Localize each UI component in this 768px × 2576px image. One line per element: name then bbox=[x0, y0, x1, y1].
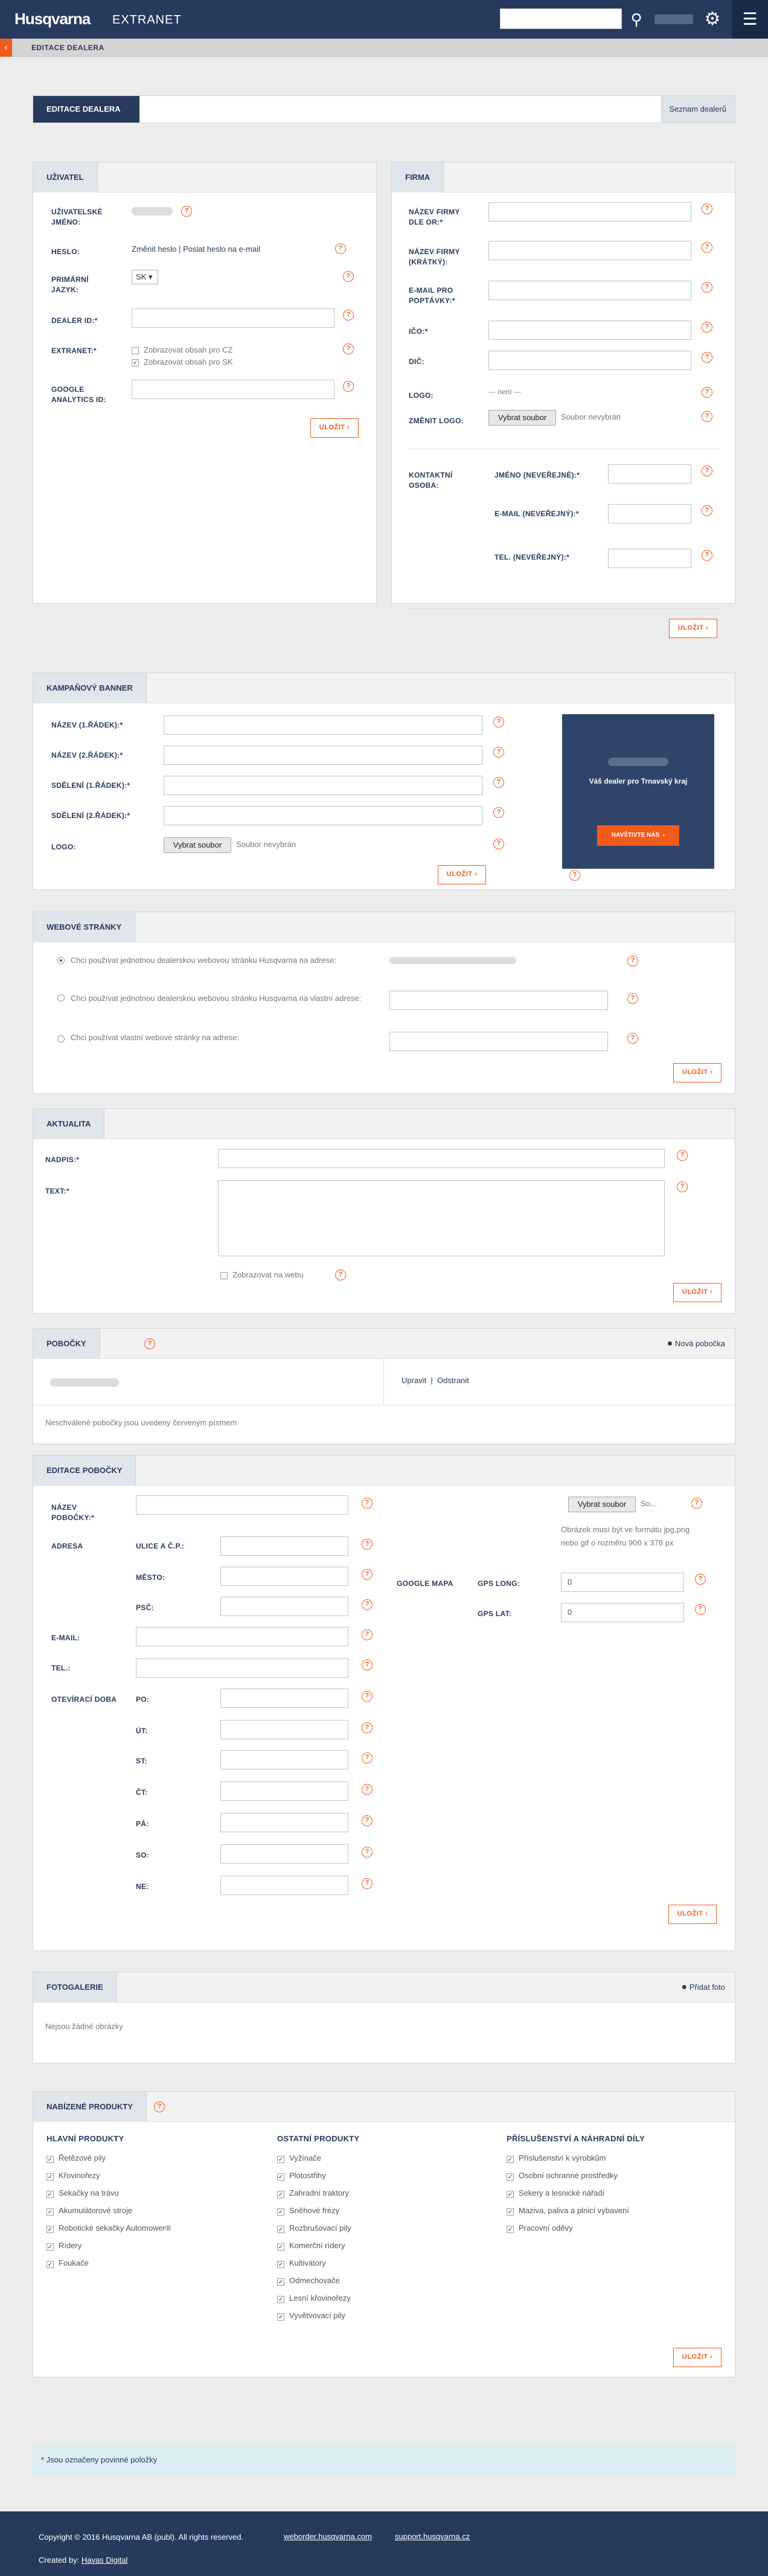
help-icon[interactable]: ? bbox=[691, 1498, 702, 1509]
website-option1-radio[interactable] bbox=[57, 957, 65, 964]
help-icon[interactable]: ? bbox=[362, 1722, 373, 1733]
product-item[interactable] bbox=[277, 2241, 345, 2251]
company-name-input[interactable] bbox=[488, 202, 691, 222]
gps-lat-input[interactable]: 0 bbox=[561, 1603, 684, 1622]
product-checkbox[interactable]: ✓ bbox=[47, 2156, 53, 2163]
product-label: Příslušenství k výrobkům bbox=[519, 2153, 606, 2162]
separator: | bbox=[179, 244, 181, 254]
footer bbox=[0, 2511, 768, 2576]
hours-input[interactable] bbox=[220, 1844, 348, 1864]
help-icon[interactable]: ? bbox=[702, 242, 712, 253]
banner-msg1-input[interactable] bbox=[164, 776, 482, 795]
street-label: ULICE A Č.P.: bbox=[136, 1542, 185, 1550]
website-option2-input[interactable] bbox=[389, 991, 608, 1010]
product-label: Osobní ochranné prostředky bbox=[519, 2171, 618, 2180]
product-item[interactable] bbox=[46, 2258, 89, 2268]
product-checkbox[interactable]: ✓ bbox=[47, 2174, 53, 2181]
save-button[interactable]: ULOŽIT › bbox=[310, 418, 359, 438]
language-select[interactable]: SK ▾ bbox=[132, 270, 158, 284]
product-item[interactable] bbox=[277, 2223, 351, 2233]
breadcrumb: EDITACE DEALERA bbox=[31, 43, 104, 52]
panel-title: FOTOGALERIE bbox=[33, 1972, 117, 2002]
help-icon[interactable]: ? bbox=[627, 1033, 638, 1044]
copyright-text: Copyright © 2016 Husqvarna AB (publ). All rights reserved. bbox=[39, 2533, 244, 2542]
remove-branch-link[interactable]: Odstranit bbox=[437, 1376, 469, 1385]
gps-long-input[interactable]: 0 bbox=[561, 1573, 684, 1592]
search-input[interactable] bbox=[500, 8, 622, 29]
dic-label: DIČ: bbox=[409, 357, 424, 366]
help-icon[interactable]: ? bbox=[702, 550, 712, 561]
hours-input[interactable] bbox=[220, 1689, 348, 1708]
help-icon[interactable]: ? bbox=[144, 1338, 155, 1349]
product-checkbox[interactable]: ✓ bbox=[47, 2244, 53, 2251]
product-checkbox[interactable]: ✓ bbox=[507, 2174, 513, 2181]
branch-email-label: E-MAIL: bbox=[51, 1634, 80, 1642]
contact-phone-label: TEL. (NEVEŘEJNÝ):* bbox=[494, 553, 570, 561]
created-by-label: Created by: bbox=[39, 2555, 80, 2565]
help-icon[interactable]: ? bbox=[181, 206, 192, 217]
edit-branch-link[interactable]: Upravit bbox=[402, 1376, 427, 1385]
help-icon[interactable]: ? bbox=[343, 381, 354, 392]
help-icon[interactable]: ? bbox=[702, 387, 712, 398]
save-button[interactable]: ULOŽIT › bbox=[673, 1283, 722, 1302]
change-password-link[interactable]: Změnit heslo bbox=[132, 244, 177, 254]
help-icon[interactable]: ? bbox=[362, 1599, 373, 1610]
change-logo-label: ZMĚNIT LOGO: bbox=[409, 417, 464, 425]
inquiry-email-label: E-MAIL PRO POPTÁVKY:* bbox=[409, 286, 455, 305]
help-icon[interactable]: ? bbox=[493, 747, 504, 758]
add-photo-button[interactable]: ● Přidat foto bbox=[681, 1982, 725, 1992]
ico-input[interactable] bbox=[488, 321, 691, 340]
help-icon[interactable]: ? bbox=[702, 505, 712, 516]
extranet-sk-label: Zobrazovat obsah pro SK bbox=[144, 357, 233, 366]
help-icon[interactable]: ? bbox=[493, 839, 504, 849]
zip-input[interactable] bbox=[220, 1597, 348, 1616]
banner-preview-button: NAVŠTIVTE NÁS › bbox=[597, 825, 679, 846]
back-arrow-icon[interactable]: ‹ bbox=[0, 39, 12, 57]
dealer-id-label: DEALER ID:* bbox=[51, 316, 98, 325]
main-products-heading: HLAVNÍ PRODUKTY bbox=[46, 2134, 124, 2143]
help-icon[interactable]: ? bbox=[343, 271, 354, 282]
help-icon[interactable]: ? bbox=[493, 717, 504, 727]
help-icon[interactable]: ? bbox=[335, 243, 346, 254]
product-item[interactable] bbox=[277, 2311, 345, 2321]
product-item[interactable] bbox=[277, 2276, 340, 2286]
support-link[interactable]: support.husqvarna.cz bbox=[395, 2532, 470, 2541]
banner-msg1-label: SDĚLENÍ (1.ŘÁDEK):* bbox=[51, 781, 130, 790]
banner-name1-label: NÁZEV (1.ŘÁDEK):* bbox=[51, 721, 123, 729]
news-text-textarea[interactable] bbox=[218, 1180, 665, 1256]
company-short-label: NÁZEV FIRMY (KRÁTKÝ): bbox=[409, 248, 460, 266]
product-checkbox[interactable]: ✓ bbox=[47, 2261, 53, 2268]
help-icon[interactable]: ? bbox=[702, 322, 712, 333]
contact-person-label: KONTAKTNÍ OSOBA: bbox=[409, 471, 453, 490]
inquiry-email-input[interactable] bbox=[488, 281, 691, 300]
websites-panel bbox=[33, 912, 735, 1094]
product-checkbox[interactable]: ✓ bbox=[507, 2191, 513, 2198]
help-icon[interactable]: ? bbox=[702, 411, 712, 422]
panel-title: UŽIVATEL bbox=[33, 162, 98, 193]
extranet-label: EXTRANET:* bbox=[51, 347, 97, 355]
company-panel bbox=[391, 162, 735, 631]
panel-title: AKTUALITA bbox=[33, 1109, 104, 1139]
file-status: So... bbox=[641, 1499, 657, 1508]
website-option2-radio[interactable] bbox=[57, 994, 65, 1002]
contact-phone-input[interactable] bbox=[608, 549, 691, 568]
other-products-heading: OSTATNÍ PRODUKTY bbox=[277, 2134, 360, 2143]
divider bbox=[409, 608, 719, 609]
product-item[interactable] bbox=[46, 2206, 132, 2216]
product-checkbox[interactable]: ✓ bbox=[278, 2279, 284, 2286]
banner-name1-input[interactable] bbox=[164, 715, 482, 735]
user-name[interactable] bbox=[654, 14, 693, 24]
campaign-banner-panel bbox=[33, 673, 735, 890]
product-checkbox[interactable]: ✓ bbox=[278, 2261, 284, 2268]
product-item[interactable] bbox=[277, 2258, 326, 2268]
save-button[interactable]: ULOŽIT › bbox=[673, 2348, 722, 2367]
product-label: Sekery a lesnické nářadí bbox=[519, 2188, 605, 2197]
website-option3-label: Chci používat vlastní webové stránky na adrese: bbox=[71, 1033, 239, 1042]
day-label: PO: bbox=[136, 1695, 150, 1704]
help-icon[interactable]: ? bbox=[362, 1629, 373, 1640]
zip-label: PSČ: bbox=[136, 1603, 154, 1612]
banner-msg2-input[interactable] bbox=[164, 806, 482, 825]
plus-circle-icon: ● bbox=[681, 1982, 688, 1992]
branch-phone-input[interactable] bbox=[136, 1658, 348, 1678]
gps-long-label: GPS LONG: bbox=[478, 1579, 520, 1588]
branches-panel bbox=[33, 1328, 735, 1444]
extranet-cz-checkbox[interactable] bbox=[132, 347, 139, 354]
day-label: SO: bbox=[136, 1851, 150, 1859]
help-icon[interactable]: ? bbox=[362, 1815, 373, 1826]
website-option1-label: Chci používat jednotnou dealerskou webovou stránku Husqvarna na adrese: bbox=[71, 956, 337, 965]
help-icon[interactable]: ? bbox=[627, 993, 638, 1004]
product-checkbox[interactable]: ✓ bbox=[507, 2156, 513, 2163]
help-icon[interactable]: ? bbox=[362, 1691, 373, 1702]
choose-file-button[interactable]: Vybrat soubor bbox=[568, 1497, 636, 1512]
branch-phone-label: TEL.: bbox=[51, 1664, 71, 1672]
show-on-web-checkbox[interactable] bbox=[220, 1272, 228, 1279]
save-button[interactable]: ULOŽIT › bbox=[438, 865, 486, 884]
help-icon[interactable]: ? bbox=[362, 1784, 373, 1795]
gear-icon[interactable]: ⚙ bbox=[704, 9, 721, 29]
search-icon[interactable]: ⚲ bbox=[630, 10, 642, 28]
city-label: MĚSTO: bbox=[136, 1573, 165, 1582]
help-icon[interactable]: ? bbox=[362, 1660, 373, 1670]
gps-lat-label: GPS LAT: bbox=[478, 1609, 512, 1618]
product-label: Foukače bbox=[59, 2258, 89, 2268]
day-label: PÁ: bbox=[136, 1820, 149, 1828]
day-label: ČT: bbox=[136, 1788, 148, 1797]
panel-title: POBOČKY bbox=[33, 1329, 100, 1359]
product-checkbox[interactable]: ✓ bbox=[278, 2156, 284, 2163]
banner-name2-label: NÁZEV (2.ŘÁDEK):* bbox=[51, 751, 123, 759]
extranet-sk-checkbox[interactable]: ✓ bbox=[132, 360, 138, 366]
save-button[interactable]: ULOŽIT › bbox=[673, 1063, 722, 1082]
ga-id-label: GOOGLE ANALYTICS ID: bbox=[51, 385, 106, 404]
product-item[interactable] bbox=[46, 2171, 100, 2181]
gallery-panel bbox=[33, 1972, 735, 2063]
hamburger-icon[interactable]: ☰ bbox=[732, 0, 768, 39]
product-checkbox[interactable]: ✓ bbox=[47, 2209, 53, 2216]
accessories-heading: PŘÍSLUŠENSTVÍ A NÁHRADNÍ DÍLY bbox=[507, 2134, 645, 2143]
day-label: ST: bbox=[136, 1757, 147, 1765]
help-icon[interactable]: ? bbox=[702, 282, 712, 293]
help-icon[interactable]: ? bbox=[569, 870, 580, 881]
day-label: NE: bbox=[136, 1882, 149, 1891]
help-icon[interactable]: ? bbox=[362, 1753, 373, 1763]
send-password-link[interactable]: Poslat heslo na e-mail bbox=[183, 244, 260, 254]
banner-logo-label: LOGO: bbox=[51, 843, 76, 851]
news-text-label: TEXT:* bbox=[45, 1187, 69, 1195]
product-item[interactable] bbox=[46, 2241, 82, 2251]
help-icon[interactable]: ? bbox=[343, 310, 354, 321]
top-bar bbox=[0, 0, 768, 39]
language-label: PRIMÁRNÍ JAZYK: bbox=[51, 275, 89, 294]
branch-name-input[interactable] bbox=[136, 1495, 348, 1515]
banner-name2-input[interactable] bbox=[164, 746, 482, 765]
product-checkbox[interactable]: ✓ bbox=[278, 2244, 284, 2251]
product-item[interactable] bbox=[507, 2206, 629, 2216]
branch-email-input[interactable] bbox=[136, 1627, 348, 1646]
help-icon[interactable]: ? bbox=[362, 1847, 373, 1858]
product-label: Rídery bbox=[59, 2241, 82, 2250]
product-label: Zahradní traktory bbox=[289, 2188, 349, 2197]
agency-link[interactable]: Havas Digital bbox=[81, 2555, 128, 2565]
logo-label: LOGO: bbox=[409, 391, 434, 400]
divider bbox=[383, 1359, 384, 1405]
password-label: HESLO: bbox=[51, 248, 80, 256]
google-map-label: GOOGLE MAPA bbox=[397, 1579, 453, 1588]
username-label: UŽIVATELSKÉ JMÉNO: bbox=[51, 208, 103, 226]
company-short-input[interactable] bbox=[488, 241, 691, 260]
panel-title: NABÍZENÉ PRODUKTY bbox=[33, 2092, 147, 2122]
show-on-web-label: Zobrazovat na webu bbox=[232, 1270, 304, 1279]
file-status: Soubor nevybrán bbox=[236, 840, 296, 849]
dic-input[interactable] bbox=[488, 351, 691, 370]
help-icon[interactable]: ? bbox=[362, 1878, 373, 1889]
user-panel bbox=[33, 162, 377, 604]
product-item[interactable] bbox=[46, 2188, 119, 2198]
hours-input[interactable] bbox=[220, 1782, 348, 1801]
panel-title: FIRMA bbox=[392, 162, 444, 193]
day-label: ÚT: bbox=[136, 1727, 148, 1735]
help-icon[interactable]: ? bbox=[362, 1539, 373, 1550]
ga-id-input[interactable] bbox=[132, 380, 334, 399]
help-icon[interactable]: ? bbox=[627, 956, 638, 967]
product-label: Lesní křovinořezy bbox=[289, 2293, 351, 2303]
file-status: Soubor nevybrán bbox=[561, 412, 621, 421]
product-label: Sekačky na trávu bbox=[59, 2188, 119, 2197]
panel-title: WEBOVÉ STRÁNKY bbox=[33, 912, 135, 942]
news-heading-input[interactable] bbox=[218, 1149, 665, 1168]
product-item[interactable] bbox=[46, 2223, 171, 2233]
branch-edit-panel bbox=[33, 1455, 735, 1951]
contact-email-input[interactable] bbox=[608, 504, 691, 523]
dealer-id-input[interactable] bbox=[132, 308, 334, 328]
news-heading-label: NADPIS:* bbox=[45, 1155, 80, 1164]
help-icon[interactable]: ? bbox=[677, 1181, 688, 1192]
product-item[interactable] bbox=[507, 2223, 573, 2233]
product-label: Sněhové frézy bbox=[289, 2206, 340, 2215]
website-option2-label: Chci používat jednotnou dealerskou webovou stránku Husqvarna na vlastní adrese: bbox=[71, 994, 362, 1003]
dealers-list-link[interactable]: Seznam dealerů bbox=[661, 96, 735, 123]
help-icon[interactable]: ? bbox=[702, 465, 712, 476]
product-label: Odmechovače bbox=[289, 2276, 340, 2285]
image-format-note: Obrázek musí být ve formátu jpg,png nebo gif o rozměru 900 x 378 px bbox=[561, 1525, 690, 1547]
banner-preview bbox=[562, 714, 714, 869]
opening-hours-label: OTEVÍRACÍ DOBA bbox=[51, 1695, 117, 1704]
hours-input[interactable] bbox=[220, 1876, 348, 1895]
extranet-cz-label: Zobrazovat obsah pro CZ bbox=[144, 345, 233, 354]
product-item[interactable] bbox=[507, 2188, 604, 2198]
choose-file-button[interactable]: Vybrat soubor bbox=[164, 837, 231, 853]
products-panel bbox=[33, 2091, 735, 2377]
save-button[interactable]: ULOŽIT › bbox=[669, 619, 717, 638]
separator: | bbox=[430, 1376, 433, 1385]
product-checkbox[interactable]: ✓ bbox=[278, 2314, 284, 2321]
help-icon[interactable]: ? bbox=[702, 352, 712, 363]
logo-none-text: --- není --- bbox=[488, 388, 521, 396]
product-item[interactable] bbox=[507, 2171, 618, 2181]
branch-name bbox=[50, 1378, 119, 1387]
help-icon[interactable]: ? bbox=[343, 344, 354, 354]
product-label: Kultivátory bbox=[289, 2258, 326, 2268]
product-checkbox[interactable]: ✓ bbox=[507, 2226, 513, 2233]
panel-title: KAMPAŇOVÝ BANNER bbox=[33, 673, 147, 703]
product-label: Robotické sekačky Automower® bbox=[59, 2223, 171, 2232]
breadcrumb-bar bbox=[0, 39, 768, 57]
help-icon[interactable]: ? bbox=[335, 1270, 346, 1280]
plus-circle-icon: ● bbox=[667, 1338, 673, 1349]
weborder-link[interactable]: weborder.husqvarna.com bbox=[284, 2532, 372, 2541]
product-label: Rozbrušovací pily bbox=[289, 2223, 351, 2232]
website-option3-input[interactable] bbox=[389, 1032, 608, 1051]
panel-title: EDITACE POBOČKY bbox=[33, 1456, 136, 1486]
product-item[interactable] bbox=[46, 2153, 106, 2163]
help-icon[interactable]: ? bbox=[695, 1574, 706, 1585]
product-checkbox[interactable]: ✓ bbox=[278, 2209, 284, 2216]
website-option3-radio[interactable] bbox=[57, 1035, 65, 1043]
product-label: Akumulátorové stroje bbox=[59, 2206, 133, 2215]
product-checkbox[interactable]: ✓ bbox=[47, 2226, 53, 2233]
help-icon[interactable]: ? bbox=[695, 1604, 706, 1615]
help-icon[interactable]: ? bbox=[493, 777, 504, 788]
gallery-empty-text: Nejsou žádné obrázky bbox=[45, 2022, 123, 2031]
brand-subtitle: EXTRANET bbox=[112, 13, 182, 27]
contact-email-label: E-MAIL (NEVEŘEJNÝ):* bbox=[494, 510, 579, 518]
product-item[interactable] bbox=[277, 2171, 326, 2181]
product-label: Vyvětvovací pily bbox=[289, 2311, 345, 2320]
branches-note: Neschválené pobočky jsou uvedeny červeným písmem bbox=[45, 1418, 237, 1427]
product-item[interactable] bbox=[277, 2293, 351, 2303]
save-button[interactable]: ULOŽIT › bbox=[668, 1905, 717, 1924]
contact-name-input[interactable] bbox=[608, 464, 691, 484]
new-branch-button[interactable]: ● Nová pobočka bbox=[667, 1338, 725, 1349]
product-label: Řetězové pily bbox=[59, 2153, 106, 2162]
product-item[interactable] bbox=[277, 2188, 349, 2198]
help-icon[interactable]: ? bbox=[154, 2101, 165, 2112]
username-value bbox=[132, 207, 173, 216]
product-label: Maziva, paliva a plnicí vybavení bbox=[519, 2206, 629, 2215]
ico-label: IČO:* bbox=[409, 327, 428, 336]
product-label: Křovinořezy bbox=[59, 2171, 100, 2180]
help-icon[interactable]: ? bbox=[362, 1569, 373, 1580]
hours-input[interactable] bbox=[220, 1750, 348, 1769]
product-checkbox[interactable]: ✓ bbox=[278, 2226, 284, 2233]
product-item[interactable] bbox=[507, 2153, 606, 2163]
product-checkbox[interactable]: ✓ bbox=[278, 2174, 284, 2181]
city-input[interactable] bbox=[220, 1567, 348, 1586]
product-item[interactable] bbox=[277, 2153, 321, 2163]
help-icon[interactable]: ? bbox=[493, 807, 504, 818]
news-panel bbox=[33, 1108, 735, 1314]
website-option1-url bbox=[389, 957, 516, 964]
street-input[interactable] bbox=[220, 1536, 348, 1556]
hours-input[interactable] bbox=[220, 1720, 348, 1739]
product-label: Plotostřihy bbox=[289, 2171, 326, 2180]
address-label: ADRESA bbox=[51, 1542, 83, 1550]
product-item[interactable] bbox=[277, 2206, 339, 2216]
product-checkbox[interactable]: ✓ bbox=[47, 2191, 53, 2198]
choose-file-button[interactable]: Vybrat soubor bbox=[488, 410, 556, 426]
banner-msg2-label: SDĚLENÍ (2.ŘÁDEK):* bbox=[51, 811, 130, 820]
help-icon[interactable]: ? bbox=[362, 1498, 373, 1509]
contact-name-label: JMÉNO (NEVEŘEJNÉ):* bbox=[494, 471, 580, 479]
required-fields-note: * Jsou označeny povinné položky bbox=[33, 2445, 735, 2475]
banner-preview-title bbox=[608, 758, 668, 766]
product-checkbox[interactable]: ✓ bbox=[278, 2191, 284, 2198]
hours-input[interactable] bbox=[220, 1813, 348, 1832]
product-label: Vyžínače bbox=[289, 2153, 321, 2162]
company-name-label: NÁZEV FIRMY DLE OR:* bbox=[409, 208, 460, 226]
product-label: Pracovní oděvy bbox=[519, 2223, 573, 2232]
product-checkbox[interactable]: ✓ bbox=[278, 2296, 284, 2303]
help-icon[interactable]: ? bbox=[702, 203, 712, 214]
page-title: EDITACE DEALERA bbox=[33, 96, 139, 123]
page-title-bar bbox=[33, 95, 735, 123]
branch-name-label: NÁZEV POBOČKY:* bbox=[51, 1503, 95, 1522]
banner-preview-text: Váš dealer pro Trnavský kraj bbox=[589, 777, 688, 785]
brand-logo[interactable]: Husqvarna bbox=[14, 10, 91, 28]
help-icon[interactable]: ? bbox=[677, 1150, 688, 1161]
product-checkbox[interactable]: ✓ bbox=[507, 2209, 513, 2216]
product-label: Komerční rídery bbox=[289, 2241, 345, 2250]
